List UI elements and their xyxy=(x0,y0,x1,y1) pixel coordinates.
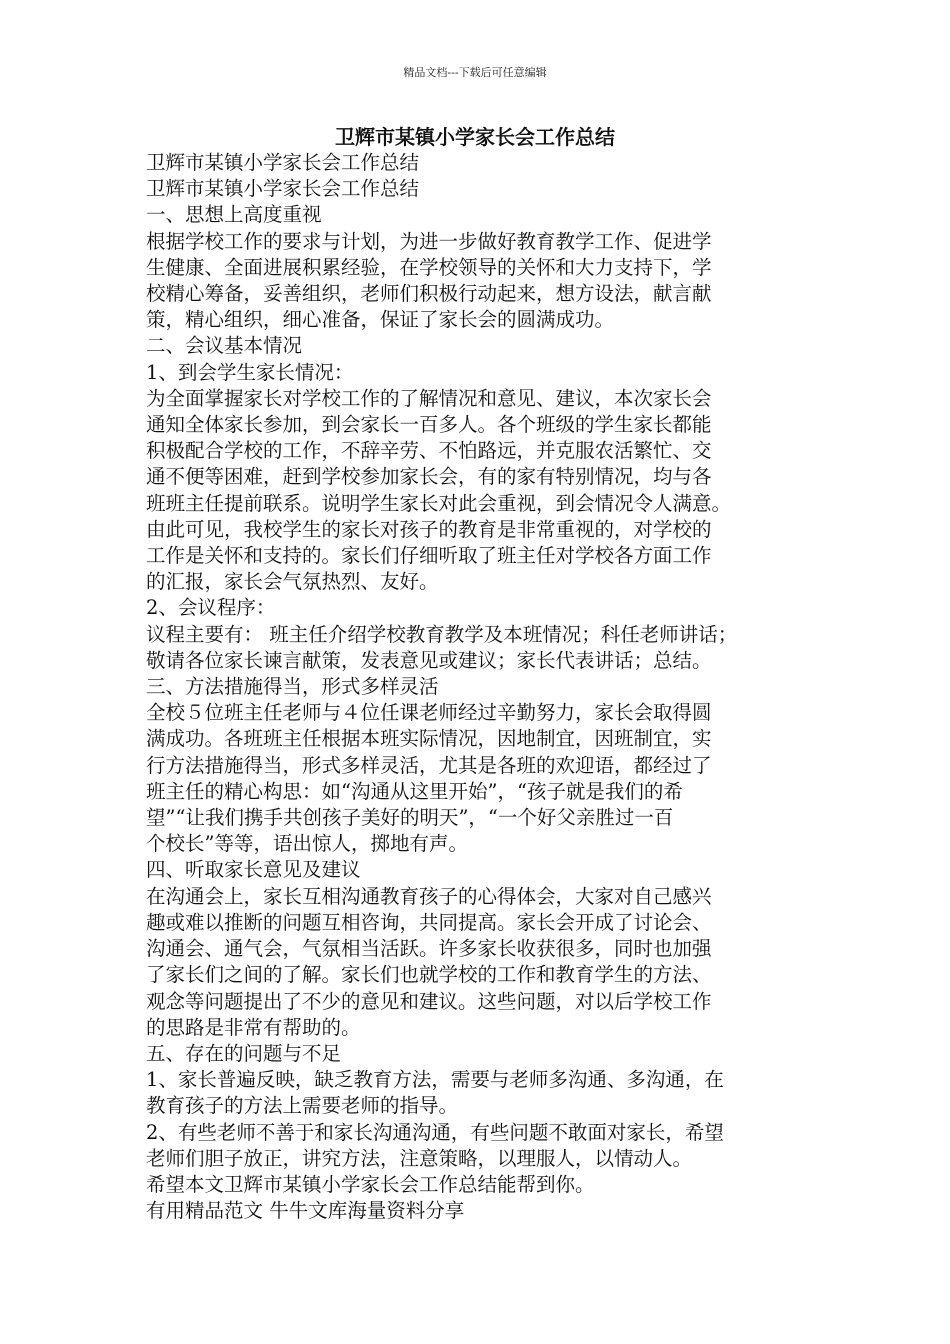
body-line: 卫辉市某镇小学家长会工作总结 xyxy=(146,151,420,174)
body-line: 班主任的精心构思：如“沟通从这里开始”，“孩子就是我们的希 xyxy=(146,779,683,803)
body-line: 2、会议程序： xyxy=(146,596,276,620)
body-line: 在沟通会上，家长互相沟通教育孩子的心得体会，大家对自己感兴 xyxy=(146,884,712,908)
body-line: 希望本文卫辉市某镇小学家长会工作总结能帮到你。 xyxy=(146,1172,595,1196)
header-note: 精品文档---下载后可任意编辑 xyxy=(403,66,547,79)
body-line: 议程主要有： 班主任介绍学校教育教学及本班情况；科任老师讲话； xyxy=(146,622,738,646)
body-line: 生健康、全面进展积累经验，在学校领导的关怀和大力支持下，学 xyxy=(146,255,712,279)
body-line: 沟通会、通气会，气氛相当活跃。许多家长收获很多，同时也加强 xyxy=(146,937,712,961)
body-line: 通不便等困难，赶到学校参加家长会，有的家有特别情况，均与各 xyxy=(146,465,712,489)
body-line: 满成功。各班班主任根据本班实际情况，因地制宜，因班制宜，实 xyxy=(146,727,712,751)
body-line: 卫辉市某镇小学家长会工作总结 xyxy=(146,177,420,201)
body-line: 观念等问题提出了不少的意见和建议。这些问题，对以后学校工作 xyxy=(146,989,712,1013)
body-line: 校精心筹备，妥善组织，老师们积极行动起来，想方设法，献言献 xyxy=(146,282,712,306)
document-title: 卫辉市某镇小学家长会工作总结 xyxy=(335,125,615,149)
body-line: 的汇报，家长会气氛热烈、友好。 xyxy=(146,570,439,594)
body-line: 根据学校工作的要求与计划，为进一步做好教育教学工作、促进学 xyxy=(146,229,712,253)
body-line: 了家长们之间的了解。家长们也就学校的工作和教育学生的方法、 xyxy=(146,963,712,987)
body-line: 为全面掌握家长对学校工作的了解情况和意见、建议，本次家长会 xyxy=(146,386,712,410)
body-line: 策，精心组织，细心准备，保证了家长会的圆满成功。 xyxy=(146,308,615,332)
document-body xyxy=(146,150,814,1224)
body-line: 个校长”等等，语出惊人，掷地有声。 xyxy=(146,832,468,856)
body-line: 1、家长普遍反映，缺乏教育方法，需要与老师多沟通、多沟通，在 xyxy=(146,1068,724,1092)
body-line: 三、方法措施得当，形式多样灵活 xyxy=(146,675,439,699)
body-line: 趣或难以推断的问题互相咨询，共同提高。家长会开成了讨论会、 xyxy=(146,910,712,934)
body-line: 老师们胆子放正，讲究方法，注意策略，以理服人，以情动人。 xyxy=(146,1146,693,1170)
body-line: 由此可见，我校学生的家长对孩子的教育是非常重视的，对学校的 xyxy=(146,517,712,541)
body-line: 积极配合学校的工作，不辞辛劳、不怕路远，并克服农活繁忙、交 xyxy=(146,439,712,463)
body-line: 望”“让我们携手共创孩子美好的明天”，“一个好父亲胜过一百 xyxy=(146,806,674,830)
body-line: 通知全体家长参加，到会家长一百多人。各个班级的学生家长都能 xyxy=(146,413,712,437)
body-line: 全校５位班主任老师与４位任课老师经过辛勤努力，家长会取得圆 xyxy=(146,701,712,725)
body-line: 行方法措施得当，形式多样灵活，尤其是各班的欢迎语，都经过了 xyxy=(146,753,712,777)
body-line: 1、到会学生家长情况： xyxy=(146,360,354,384)
body-line: 教育孩子的方法上需要老师的指导。 xyxy=(146,1094,459,1118)
body-line: 2、有些老师不善于和家长沟通沟通，有些问题不敢面对家长，希望 xyxy=(146,1120,724,1144)
body-line: 敬请各位家长谏言献策，发表意见或建议；家长代表讲话；总结。 xyxy=(146,648,712,672)
body-line: 四、听取家长意见及建议 xyxy=(146,858,361,882)
body-line: 五、存在的问题与不足 xyxy=(146,1041,342,1065)
body-line: 班班主任提前联系。说明学生家长对此会重视，到会情况令人满意。 xyxy=(146,491,732,515)
body-line: 二、会议基本情况 xyxy=(146,334,303,358)
body-line: 有用精品范文 牛牛文库海量资料分享 xyxy=(146,1199,465,1223)
body-line: 的思路是非常有帮助的。 xyxy=(146,1015,361,1039)
body-line: 工作是关怀和支持的。家长们仔细听取了班主任对学校各方面工作 xyxy=(146,544,712,568)
body-line: 一、思想上高度重视 xyxy=(146,203,322,227)
